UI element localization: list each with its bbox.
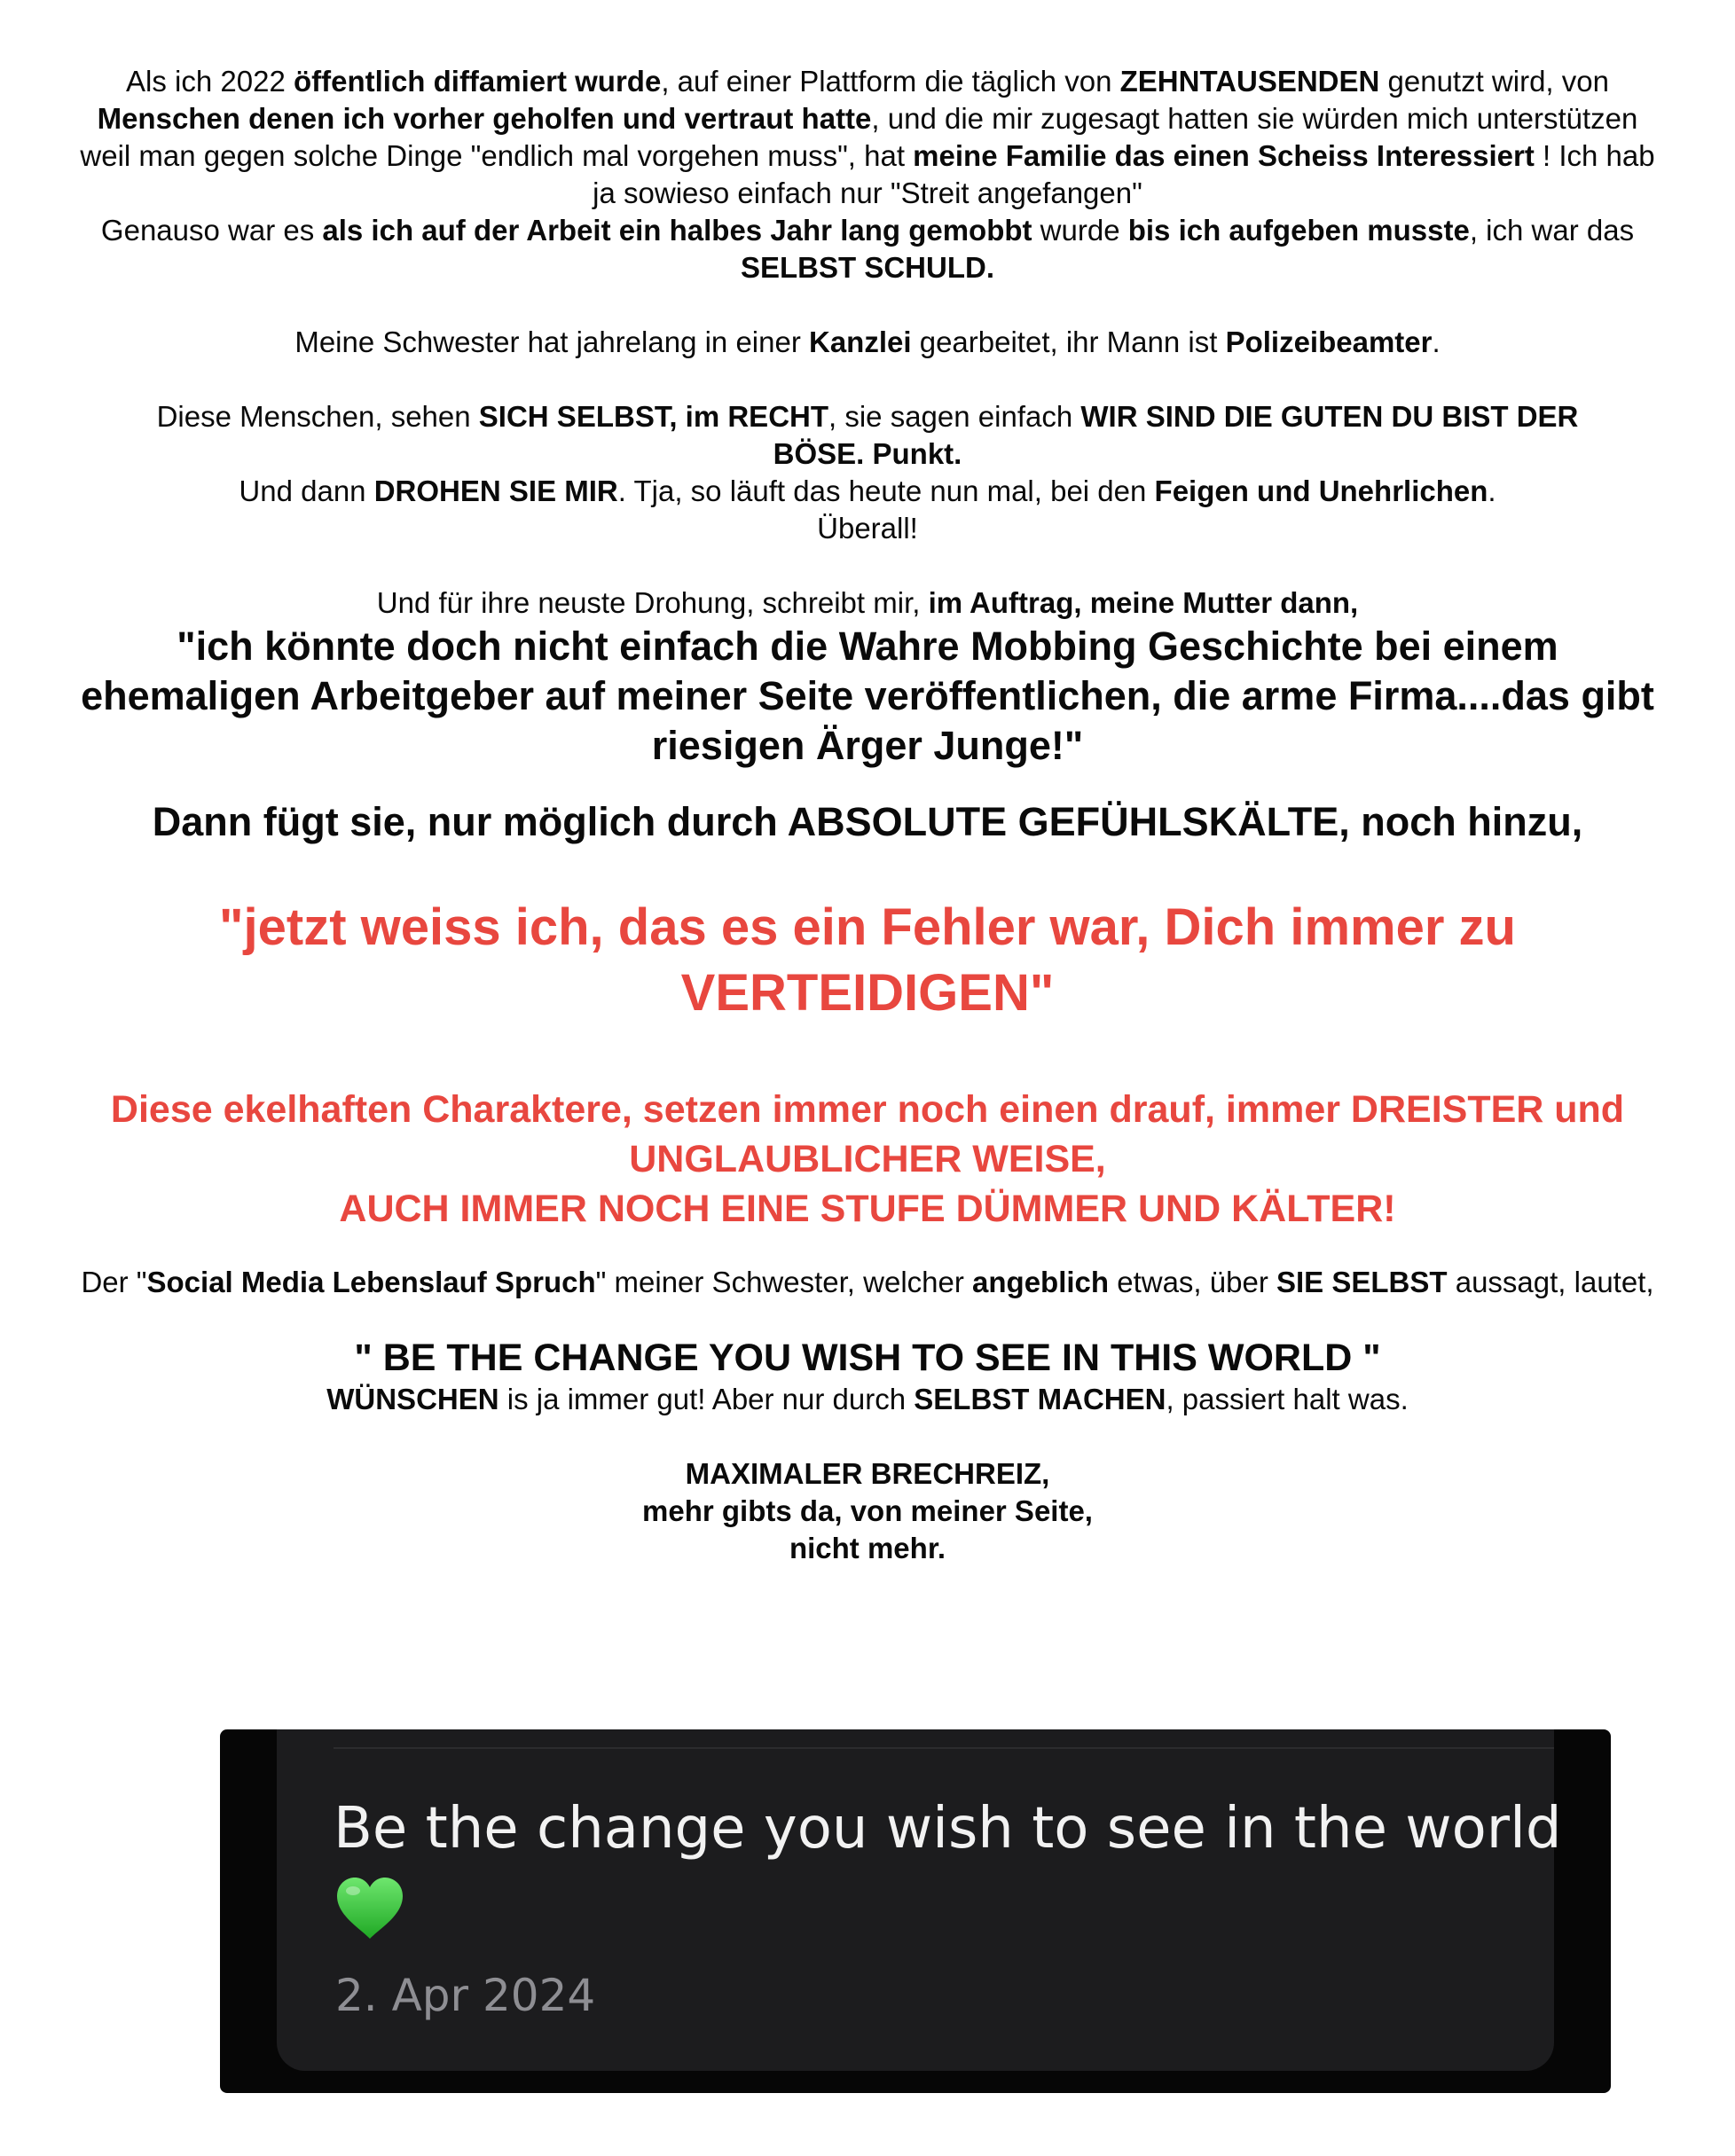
emphasis: angeblich — [972, 1266, 1110, 1298]
emphasis: Social Media Lebenslauf Spruch — [146, 1266, 596, 1298]
emphasis: WIR SIND DIE GUTEN DU BIST DER BÖSE. Punkt. — [773, 400, 1579, 470]
emphasis: als ich auf der Arbeit ein halbes Jahr lang gemobbt — [322, 214, 1032, 247]
status-message: Be the change you wish to see in the world — [334, 1796, 1562, 1862]
paragraph-social-media — [78, 1264, 1657, 1301]
coldness-line: Dann fügt sie, nur möglich durch ABSOLUTE GEFÜHLSKÄLTE, noch hinzu, — [152, 799, 1583, 844]
green-heart-icon — [335, 1877, 404, 1940]
message-card — [277, 1729, 1562, 2071]
emphasis: bis ich aufgeben musste — [1127, 214, 1470, 247]
text: Genauso war es — [100, 214, 323, 247]
paragraph-sister — [78, 324, 1657, 361]
text: , passiert halt was. — [1166, 1383, 1409, 1415]
text: ! Ich hab ja sowieso einfach nur "Streit angefangen" — [593, 139, 1655, 209]
message-screenshot — [220, 1729, 1611, 2093]
closing-line3: nicht mehr. — [789, 1532, 946, 1564]
text: wurde — [1032, 214, 1128, 247]
emphasis: SIE SELBST — [1276, 1266, 1448, 1298]
text: genutzt wird, von — [1379, 65, 1609, 98]
text: Als ich 2022 — [126, 65, 294, 98]
text: , ich war das — [1469, 214, 1635, 247]
closing-line1: MAXIMALER BRECHREIZ, — [685, 1457, 1050, 1490]
emphasis: SELBST MACHEN — [914, 1383, 1166, 1415]
text: aussagt, lautet, — [1447, 1266, 1654, 1298]
text: is ja immer gut! Aber nur durch — [499, 1383, 915, 1415]
text: . — [1432, 325, 1441, 358]
text: , und die mir zugesagt hatten sie würden mich unterstützen weil man gegen solche Dinge "endlich mal vorgehen muss", hat — [80, 102, 1638, 172]
emphasis: WÜNSCHEN — [326, 1383, 499, 1415]
divider — [334, 1747, 1554, 1749]
paragraph-wishing — [78, 1381, 1657, 1418]
paragraph-defamation — [78, 63, 1657, 212]
closing-line2: mehr gibts da, von meiner Seite, — [642, 1494, 1093, 1527]
paragraph-mobbing — [78, 212, 1657, 286]
text: . Tja, so läuft das heute nun mal, bei den — [617, 474, 1155, 507]
text: etwas, über — [1109, 1266, 1276, 1298]
text: Meine Schwester hat jahrelang in einer — [294, 325, 809, 358]
emphasis: SICH SELBST, im RECHT — [478, 400, 829, 433]
paragraph-these-people — [140, 398, 1595, 473]
text: Diese Menschen, sehen — [156, 400, 479, 433]
paragraph-new-threat — [78, 584, 1657, 622]
emphasis: Kanzlei — [809, 325, 912, 358]
text: . — [1488, 474, 1496, 507]
paragraph-everywhere: Überall! — [817, 512, 918, 545]
motto: " BE THE CHANGE YOU WISH TO SEE IN THIS WORLD " — [354, 1337, 1381, 1379]
mother-quote: "ich könnte doch nicht einfach die Wahre Mobbing Geschichte bei einem ehemaligen Arbeitgeber auf meiner Seite veröffentlichen, die arme Firma....das gibt riesigen Ärger Junge!" — [81, 623, 1654, 768]
emphasis: Feigen und Unehrlichen — [1154, 474, 1488, 507]
emphasis: DROHEN SIE MIR — [373, 474, 618, 507]
text: Der " — [81, 1266, 147, 1298]
emphasis: ZEHNTAUSENDEN — [1119, 65, 1380, 98]
emphasis: meine Familie das einen Scheiss Interessiert — [913, 139, 1535, 172]
message-date: 2. Apr 2024 — [335, 1970, 596, 2021]
text: , sie sagen einfach — [828, 400, 1081, 433]
red-statement-line1: Diese ekelhaften Charaktere, setzen immer noch einen drauf, immer DREISTER und UNGLAUBLICHER WEISE, — [110, 1088, 1625, 1180]
text: , auf einer Plattform die täglich von — [661, 65, 1120, 98]
text: Und für ihre neuste Drohung, schreibt mir, — [376, 586, 929, 619]
emphasis: öffentlich diffamiert wurde — [293, 65, 662, 98]
text: gearbeitet, ihr Mann ist — [911, 325, 1226, 358]
red-statement-line2: AUCH IMMER NOCH EINE STUFE DÜMMER UND KÄLTER! — [339, 1188, 1396, 1230]
paragraph-threats — [78, 473, 1657, 510]
red-quote: "jetzt weiss ich, das es ein Fehler war, Dich immer zu VERTEIDIGEN" — [219, 898, 1516, 1022]
text: Und dann — [239, 474, 374, 507]
emphasis: im Auftrag, meine Mutter dann, — [928, 586, 1359, 619]
emphasis: Polizeibeamter — [1225, 325, 1433, 358]
emphasis: SELBST SCHULD. — [740, 251, 994, 284]
emphasis: Menschen denen ich vorher geholfen und vertraut hatte — [97, 102, 872, 135]
text: " meiner Schwester, welcher — [595, 1266, 973, 1298]
